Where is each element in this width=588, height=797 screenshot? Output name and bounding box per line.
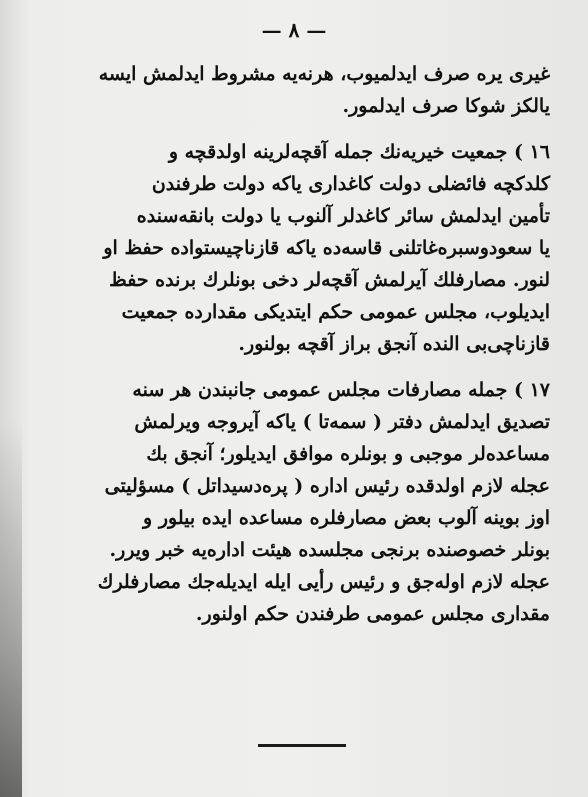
text-line: لنور. مصارفلك آیرلمش آقچه‌لر دخی بونلرك برنده حفظ (109, 269, 550, 291)
page-edge-shadow (0, 420, 22, 797)
paragraph-article-16 (30, 136, 550, 360)
body-text (30, 58, 550, 630)
text-line: بونلر خصوصنده برنجی مجلسده هیئت اداره‌یه خبر ویرر. (109, 539, 550, 561)
text-line: اوز بوینه آلوب بعض مصارفلره مساعده ایده بیلور و (143, 507, 550, 529)
text-line: مقداری مجلس عمومی طرفندن حکم اولنور. (195, 603, 550, 625)
text-line: عجله لازم اوله‌جق و رئیس رأیی ایله ایدیله‌جك مصارفلرك (97, 571, 550, 593)
text-line: یا سعودوسبره‌غاتلنی قاسه‌ده یاکه قازناچیستواده حفظ او (103, 237, 550, 259)
text-line: تأمین ایدلمش سائر کاغدلر آلنوب یا دولت بانقه‌سنده (136, 205, 550, 227)
page-number: — ٨ — (261, 18, 327, 42)
text-line: مساعده‌لر موجبی و بونلره موافق ایدیلور؛ آنجق بك (146, 443, 550, 465)
end-rule (258, 744, 346, 747)
paragraph-intro-continuation (30, 58, 550, 122)
text-line: یالکز شوکا صرف ایدلمور. (342, 95, 550, 117)
paragraph-article-17 (30, 374, 550, 630)
text-line: قازناچی‌بی النده آنجق براز آقچه بولنور. (238, 333, 550, 355)
text-line: کلدکچه فائضلی دولت کاغداری یاکه دولت طرفندن (151, 173, 550, 195)
text-line: ١٦ ) جمعیت خیریه‌نك جمله آقچه‌لرینه اولدقچه و (168, 141, 550, 163)
text-line: تصدیق ایدلمش دفتر ( سمه‌تا ) یاکه آیروجه ویرلمش (134, 411, 550, 433)
text-line: ١٧ ) جمله مصارفات مجلس عمومی جانبندن هر سنه (132, 379, 550, 401)
text-line: عجله لازم اولدقده رئیس اداره ( پره‌دسیداتل ) مسؤلیتی (104, 475, 550, 497)
text-line: ایدیلوب، مجلس عمومی حکم ایتدیکی مقدارده جمعیت (121, 301, 550, 323)
text-line: غیری یره صرف ایدلمیوب، هرنه‌یه مشروط ایدلمش ایسه (98, 63, 550, 85)
